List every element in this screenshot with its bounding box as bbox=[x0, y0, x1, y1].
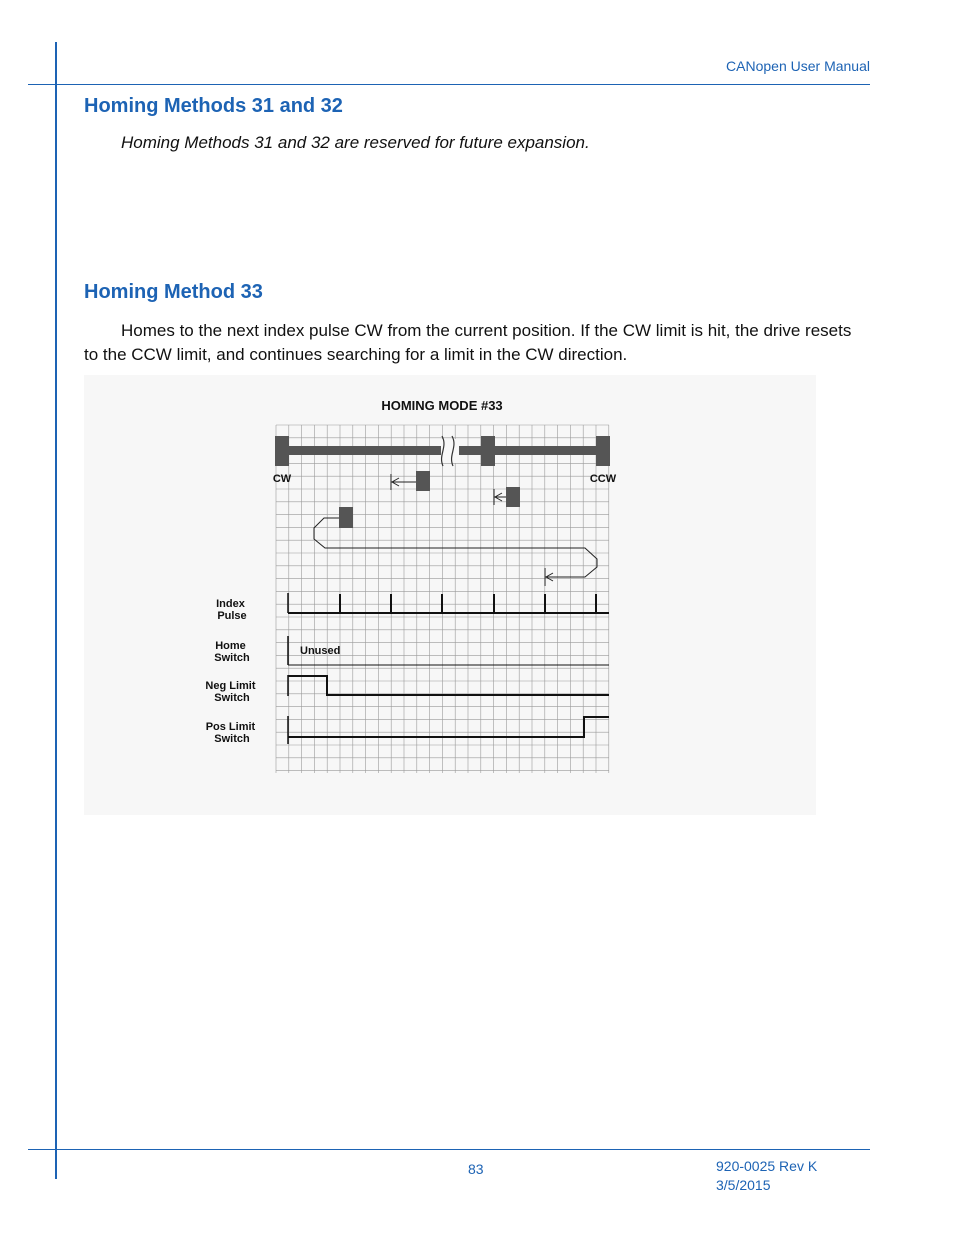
document-revision: 920-0025 Rev K bbox=[716, 1158, 818, 1174]
motion-start-block-2 bbox=[506, 487, 520, 507]
cw-limit-block bbox=[275, 436, 289, 466]
pos-limit-trace bbox=[288, 717, 609, 737]
running-header: CANopen User Manual bbox=[726, 58, 870, 74]
ccw-limit-block bbox=[596, 436, 610, 466]
document-date: 3/5/2015 bbox=[716, 1177, 771, 1193]
footer-rule bbox=[28, 1149, 870, 1150]
signal-label-home: Home Switch bbox=[214, 640, 250, 664]
signal-label-index: Index Pulse bbox=[216, 598, 247, 622]
travel-axis bbox=[275, 436, 610, 466]
motion-start-block-1 bbox=[416, 471, 430, 491]
section-heading-methods-31-32: Homing Methods 31 and 32 bbox=[84, 95, 343, 117]
left-margin-rule bbox=[55, 42, 57, 1179]
page-number: 83 bbox=[468, 1161, 484, 1177]
section-note-reserved: Homing Methods 31 and 32 are reserved for future expansion. bbox=[121, 133, 590, 152]
section-body-method-33: Homes to the next index pulse CW from the current position. If the CW limit is hit, the drive resets to the CCW limit, and continues searching for a limit in the CW direction. bbox=[84, 321, 852, 364]
signal-label-neg-limit: Neg Limit Switch bbox=[205, 680, 256, 704]
header-rule bbox=[28, 84, 870, 85]
home-switch-note: Unused bbox=[300, 645, 341, 657]
neg-limit-trace bbox=[288, 676, 609, 695]
home-position-block bbox=[481, 436, 495, 466]
cw-end-label: CW bbox=[272, 473, 292, 485]
ccw-end-label: CCW bbox=[589, 473, 617, 485]
diagram-title: HOMING MODE #33 bbox=[381, 398, 503, 413]
motion-start-block-3 bbox=[339, 507, 353, 528]
homing-diagram bbox=[84, 375, 816, 815]
signal-label-pos-limit: Pos Limit Switch bbox=[205, 721, 256, 745]
section-heading-method-33: Homing Method 33 bbox=[84, 281, 263, 303]
